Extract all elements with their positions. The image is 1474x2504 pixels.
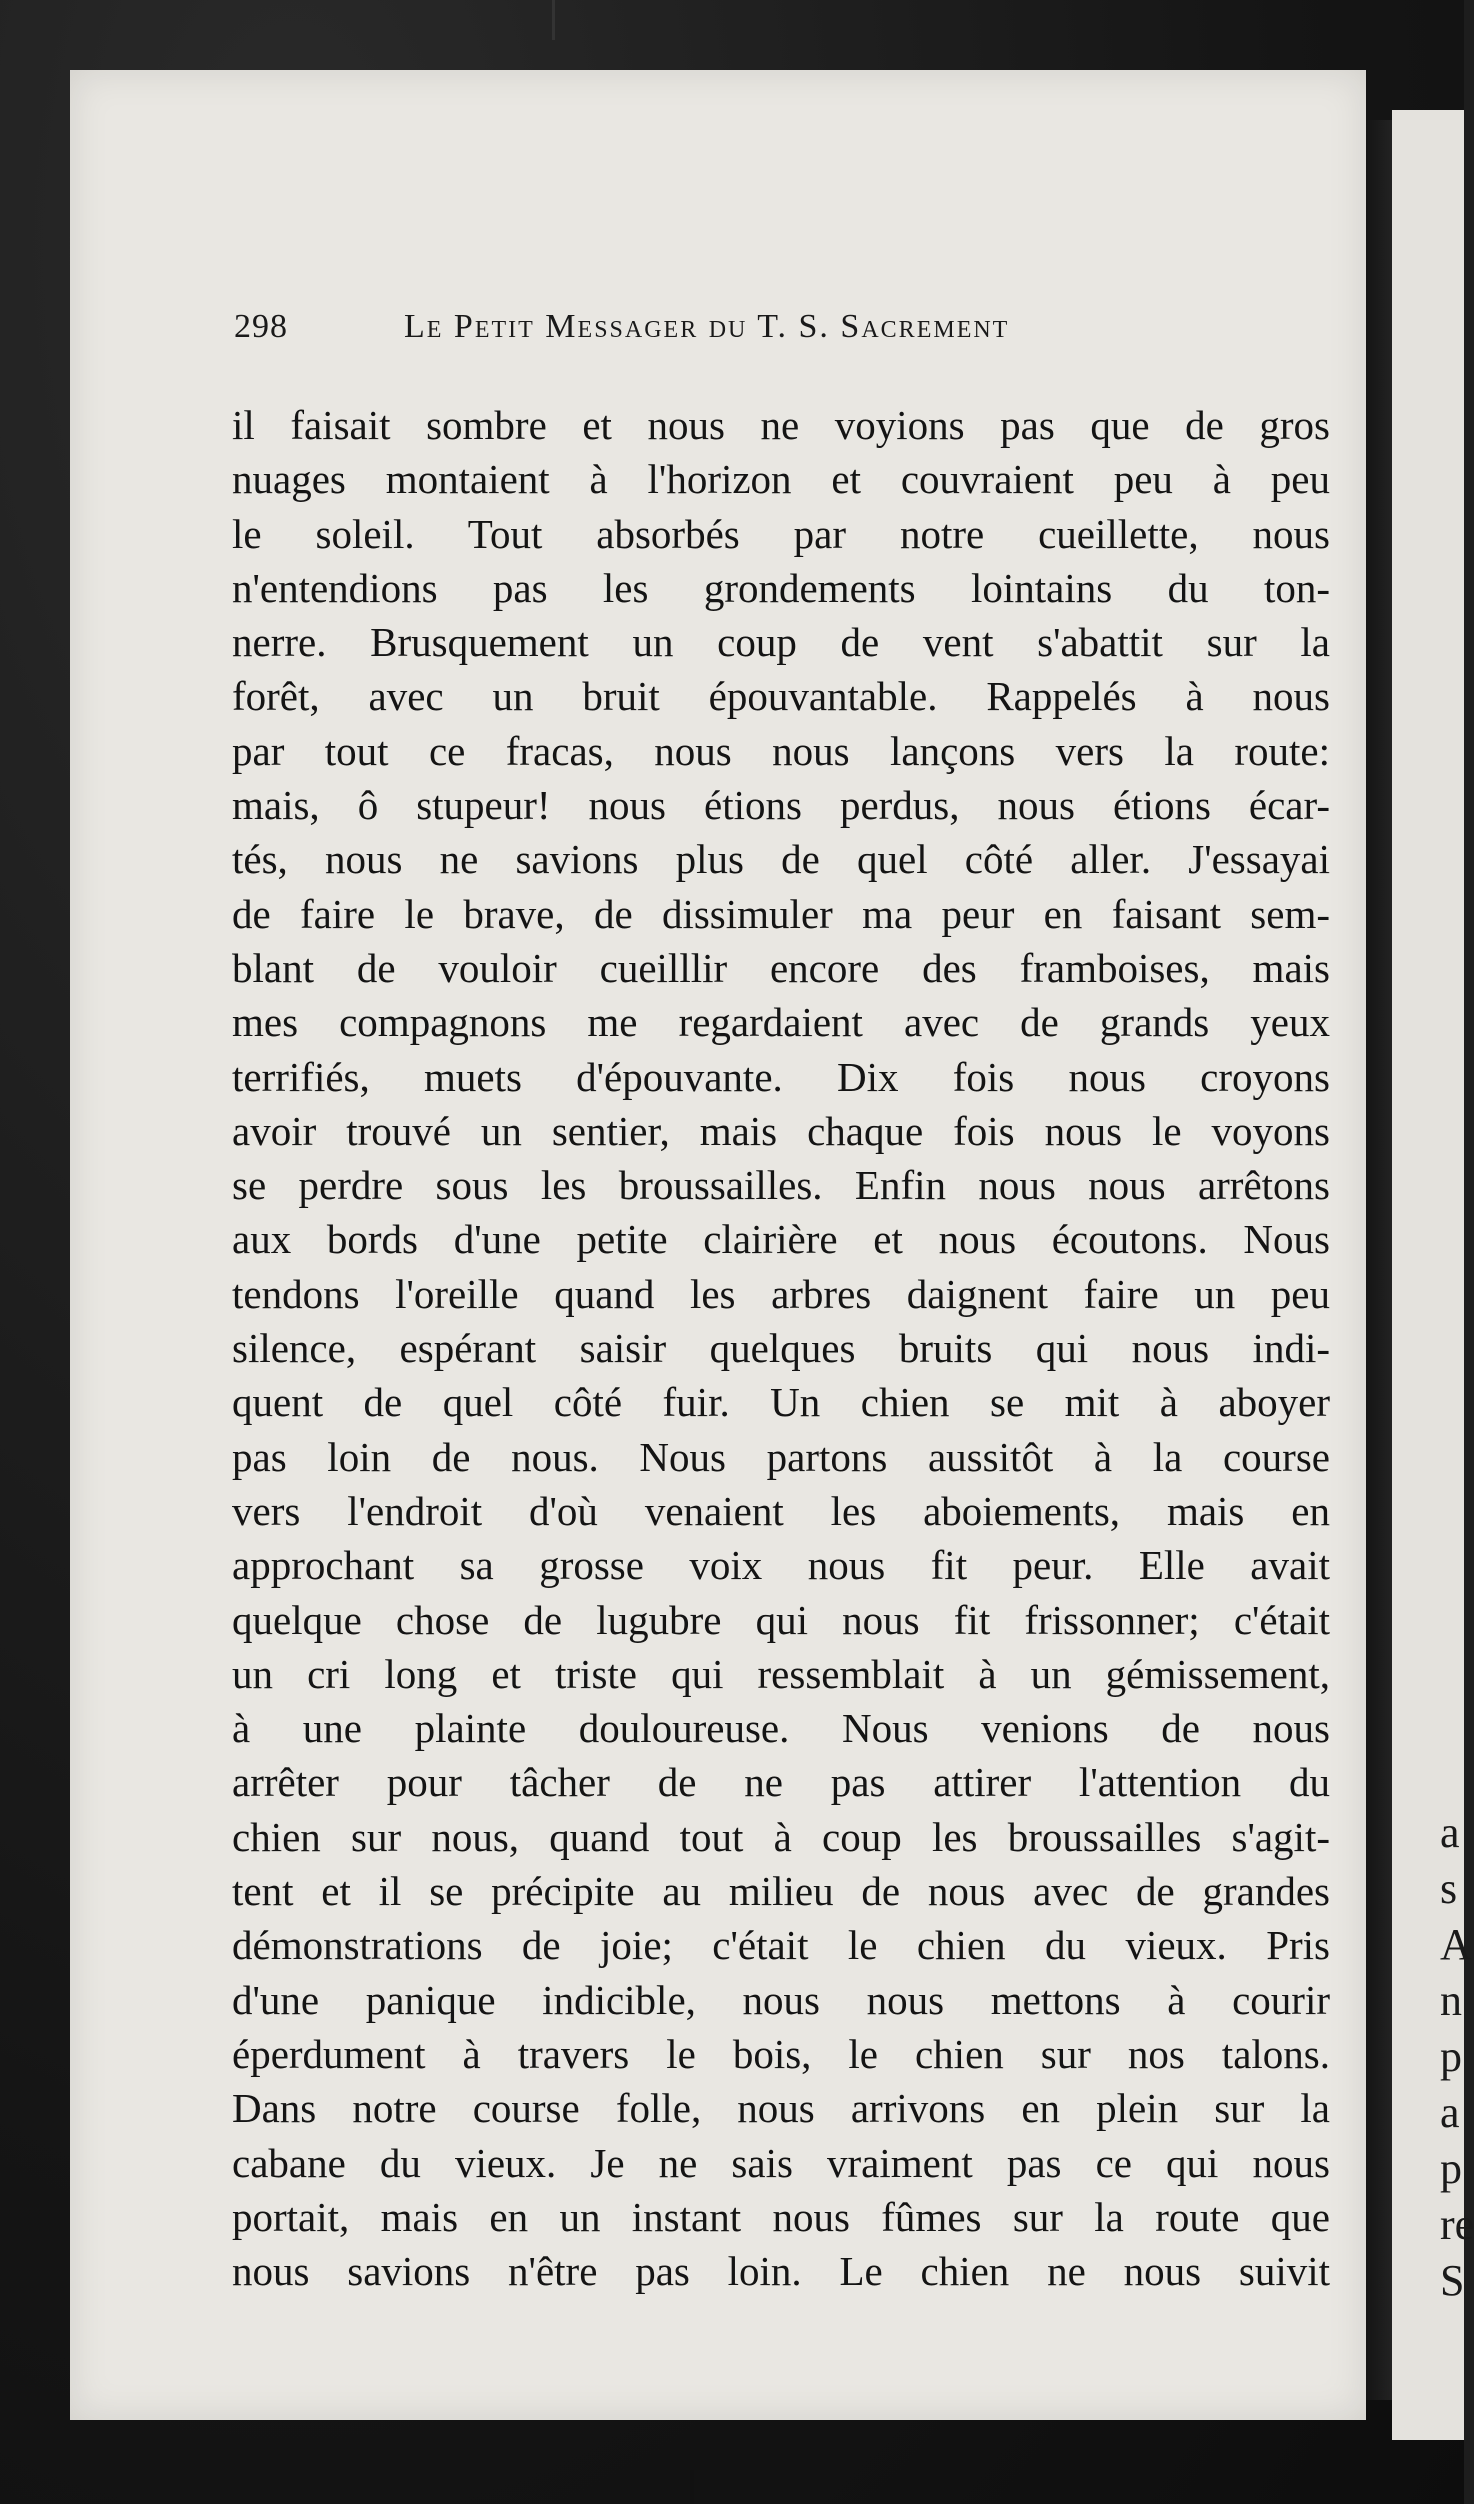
- adjacent-fragment: re: [1440, 2200, 1474, 2249]
- text-line: Dans notre course folle, nous arrivons en plein sur la: [232, 2085, 1330, 2132]
- text-line: il faisait sombre et nous ne voyions pas que de gros: [232, 402, 1330, 448]
- text-line: nuages montaient à l'horizon et couvraient peu à peu: [232, 456, 1330, 503]
- running-head: [234, 300, 1194, 360]
- text-line: mais, ô stupeur! nous étions perdus, nous étions écar-: [232, 782, 1330, 829]
- text-line: cabane du vieux. Je ne sais vraiment pas ce qui nous: [232, 2139, 1330, 2186]
- text-line: vers l'endroit d'où venaient les aboiements, mais en: [232, 1487, 1330, 1534]
- page-number: 298: [234, 308, 288, 345]
- text-line: le soleil. Tout absorbés par notre cueillette, nous: [232, 510, 1330, 557]
- body-text: [232, 398, 1330, 2298]
- scan-speck: [690, 2470, 694, 2504]
- text-line: tendons l'oreille quand les arbres daignent faire un peu: [232, 1270, 1330, 1317]
- text-line: portait, mais en un instant nous fûmes sur la route que: [232, 2193, 1330, 2240]
- text-line: mes compagnons me regardaient avec de grands yeux: [232, 999, 1330, 1046]
- adjacent-fragment: n: [1440, 1976, 1462, 2025]
- text-line: tent et il se précipite au milieu de nous avec de grandes: [232, 1868, 1330, 1915]
- text-line: arrêter pour tâcher de ne pas attirer l'attention du: [232, 1759, 1330, 1806]
- text-line: blant de vouloir cueilllir encore des framboises, mais: [232, 944, 1330, 991]
- text-line: se perdre sous les broussailles. Enfin nous nous arrêtons: [232, 1162, 1330, 1209]
- text-line: forêt, avec un bruit épouvantable. Rappelés à nous: [232, 673, 1330, 720]
- text-line: démonstrations de joie; c'était le chien du vieux. Pris: [232, 1922, 1330, 1969]
- adjacent-fragment: a: [1440, 1808, 1460, 1857]
- text-line: aux bords d'une petite clairière et nous écoutons. Nous: [232, 1216, 1330, 1263]
- text-line: silence, espérant saisir quelques bruits qui nous indi-: [232, 1325, 1330, 1372]
- text-line: quent de quel côté fuir. Un chien se mit à aboyer: [232, 1379, 1330, 1426]
- adjacent-fragment: S: [1440, 2256, 1465, 2305]
- text-line: nous savions n'être pas loin. Le chien ne nous suivit: [232, 2248, 1330, 2295]
- adjacent-page-text: [1440, 1805, 1474, 2309]
- text-line: approchant sa grosse voix nous fit peur. Elle avait: [232, 1542, 1330, 1589]
- text-line: éperdument à travers le bois, le chien sur nos talons.: [232, 2030, 1330, 2077]
- text-line: avoir trouvé un sentier, mais chaque fois nous le voyons: [232, 1107, 1330, 1154]
- text-line: quelque chose de lugubre qui nous fit frissonner; c'était: [232, 1596, 1330, 1643]
- text-line: d'une panique indicible, nous nous mettons à courir: [232, 1976, 1330, 2023]
- scan-speck: [552, 0, 555, 40]
- text-line: terrifiés, muets d'épouvante. Dix fois nous croyons: [232, 1053, 1330, 1100]
- text-line: à une plainte douloureuse. Nous venions de nous: [232, 1705, 1330, 1752]
- text-line: de faire le brave, de dissimuler ma peur en faisant sem-: [232, 890, 1330, 937]
- adjacent-fragment: p: [1440, 2144, 1462, 2193]
- text-line: tés, nous ne savions plus de quel côté aller. J'essayai: [232, 836, 1330, 883]
- running-title: Le Petit Messager du T. S. Sacrement: [404, 308, 1010, 345]
- adjacent-fragment: s: [1440, 1864, 1458, 1913]
- text-line: nerre. Brusquement un coup de vent s'abattit sur la: [232, 619, 1330, 666]
- text-line: un cri long et triste qui ressemblait à un gémissement,: [232, 1650, 1330, 1697]
- adjacent-fragment: A: [1440, 1920, 1472, 1969]
- adjacent-fragment: p: [1440, 2032, 1462, 2081]
- text-line: chien sur nous, quand tout à coup les broussailles s'agit-: [232, 1813, 1330, 1860]
- adjacent-fragment: a: [1440, 2088, 1460, 2137]
- text-line: n'entendions pas les grondements lointains du ton-: [232, 564, 1330, 611]
- text-line: par tout ce fracas, nous nous lançons vers la route:: [232, 727, 1330, 774]
- text-line: pas loin de nous. Nous partons aussitôt à la course: [232, 1433, 1330, 1480]
